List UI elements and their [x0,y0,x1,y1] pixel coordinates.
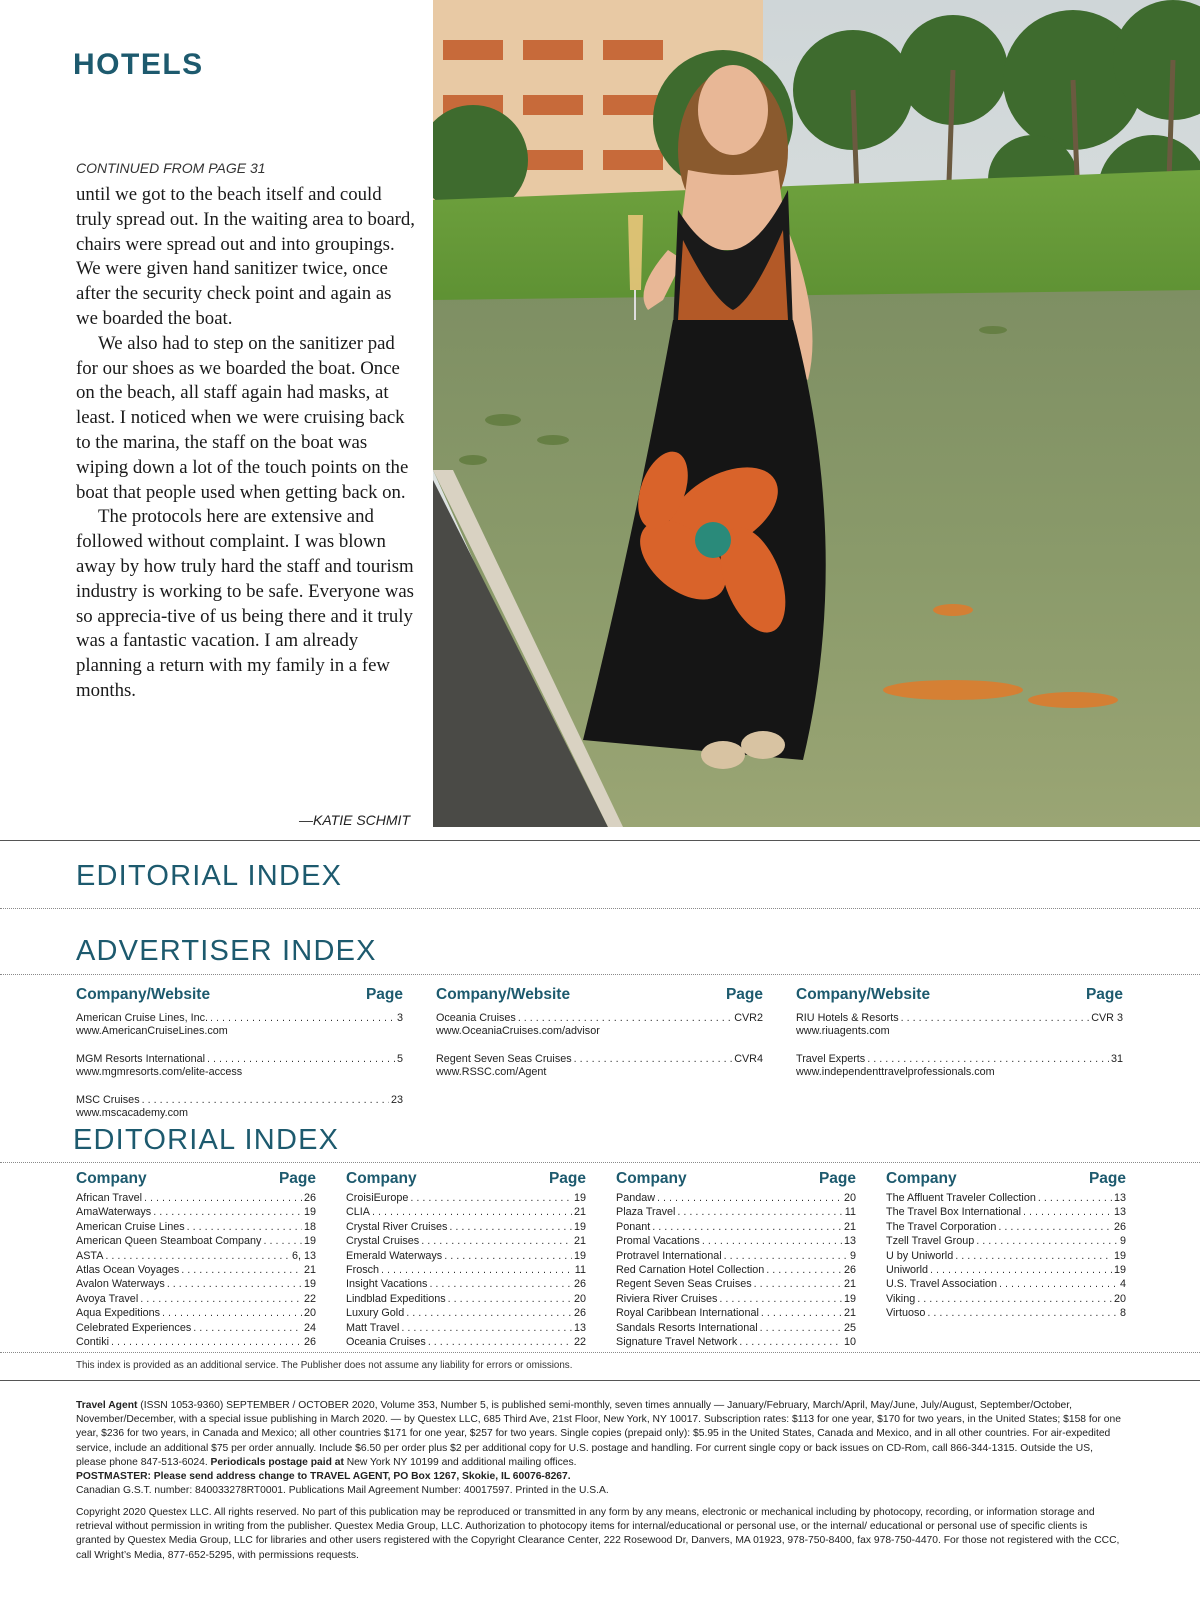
editorial-entry [346,1292,586,1306]
dot-leader [901,1012,1090,1025]
editorial-entry [76,1263,316,1277]
column-header-company: Company [346,1170,417,1187]
company-page: 11 [844,1206,856,1219]
column-header [616,1170,856,1188]
dot-leader [372,1205,572,1219]
publication-title: Travel Agent [76,1400,138,1411]
article-paragraph: We also had to step on the sanitizer pad for our shoes as we boarded the boat. Once on the beach, all staff again had masks, at least. I noticed when we were cruising back to the marina, the staff on the boat was wiping down a lot of the touch points on the boat that people used when getting back on. [76,332,409,503]
company-name: Sandals Resorts International [616,1321,758,1334]
advertiser-url[interactable]: www.RSSC.com/Agent [436,1066,547,1078]
company-page: 19 [573,1220,586,1233]
editorial-entry [346,1205,586,1219]
editorial-entry [886,1191,1126,1205]
dot-leader [381,1263,573,1277]
company-name: Signature Travel Network [616,1336,738,1349]
dot-leader [153,1205,302,1219]
dot-leader [142,1094,389,1107]
dot-leader [111,1335,302,1349]
company-page: 10 [843,1336,856,1349]
editorial-entry [616,1205,856,1219]
editorial-entry [346,1191,586,1205]
advertiser-page: 31 [1110,1053,1123,1065]
article-paragraph: until we got to the beach itself and could truly spread out. In the waiting area to board, chairs were spread out and into groupings. We were given hand sanitizer twice, once after the security check point and again as we boarded the boat. [76,184,415,329]
dot-leader [518,1012,732,1025]
advertiser-name: RIU Hotels & Resorts [796,1012,899,1024]
dot-leader [401,1321,572,1335]
company-page: 26 [303,1192,316,1204]
column-header [436,986,763,1004]
advertiser-page: CVR 3 [1091,1012,1123,1024]
column-header-page: Page [818,1170,856,1187]
dot-leader [140,1292,302,1306]
editorial-entry [616,1191,856,1205]
editorial-entry [886,1277,1126,1291]
dot-leader [999,1277,1118,1291]
company-page: 20 [1113,1292,1126,1305]
company-page: 19 [573,1249,586,1262]
advertiser-entry [76,1094,403,1120]
company-page: 20 [573,1292,586,1305]
dot-leader [702,1234,842,1248]
dot-leader [867,1053,1109,1066]
dot-leader [927,1306,1118,1320]
dot-leader [719,1292,842,1306]
company-page: 19 [1113,1264,1126,1277]
company-name: Contiki [76,1336,110,1349]
dot-leader [652,1220,842,1234]
editorial-entry [76,1220,316,1234]
resort-photo [433,0,1200,827]
advertiser-entry [796,1053,1123,1079]
dot-leader [144,1191,302,1205]
company-name: Celebrated Experiences [76,1321,192,1334]
column-header [886,1170,1126,1188]
company-page: 19 [303,1278,316,1291]
company-name: Promal Vacations [616,1235,700,1248]
company-page: 21 [843,1278,856,1291]
divider [0,840,1200,841]
dot-leader [754,1277,842,1291]
section-title: HOTELS [73,48,204,81]
advertiser-entry [436,1012,763,1038]
editorial-entry [616,1335,856,1349]
article-paragraph: The protocols here are extensive and followed without complaint. I was blown away by how truly hard the staff and tourism industry is working to be safe. Everyone was so apprecia-tive of us being there and it truly was a fantastic vacation. I am already planning a return with my family in a few months. [76,506,414,701]
editorial-entry [76,1306,316,1320]
editorial-entry [616,1220,856,1234]
editorial-entry [886,1220,1126,1234]
company-page: 21 [843,1307,856,1320]
dot-leader [181,1263,302,1277]
editorial-entry [346,1277,586,1291]
advertiser-name: MGM Resorts International [76,1053,206,1065]
company-page: 6, 13 [291,1249,316,1262]
column-header [76,1170,316,1188]
editorial-index-column [346,1170,586,1349]
company-page: 8 [1119,1307,1126,1320]
company-page: 26 [843,1264,856,1277]
column-header-page: Page [1088,1170,1126,1187]
company-name: Avalon Waterways [76,1278,165,1291]
dot-leader [1023,1205,1112,1219]
editorial-index-column [886,1170,1126,1321]
dot-leader [406,1306,572,1320]
column-header-company: Company/Website [436,986,571,1003]
postmaster-notice: POSTMASTER: Please send address change to TRAVEL AGENT, PO Box 1267, Skokie, IL 60076-8267. [76,1471,571,1483]
company-page: 11 [574,1264,586,1277]
company-name: Lindblad Expeditions [346,1292,446,1305]
company-name: Regent Seven Seas Cruises [616,1278,752,1291]
publication-details: (ISSN 1053-9360) SEPTEMBER / OCTOBER 2020, Volume 353, Number 5, is published semi-monthly, seven times annually — January/February, March/April, May/June, July/August, September/October, November/December, with a special issue publishing in March 2020. — by Questex LLC, 685 Third Ave, 21st Floor, New York, NY 10017. Subscription rates: $113 for one year, $170 for two years, in the United States; $158 for one year, $236 for two years, in Canada and Mexico; all other countries $171 for one year, $257 for two years. Single copies (prepaid only): $5.95 in the United States, Canada and Mexico, and in all other countries. For air-expedited service, include an additional $75 per order annually. Include $6.50 per order plus $2 per additional copy for U.S. postage and handling. For current single copy or back issues on CD-Rom, call 866-344-1315. Outside the US, please phone 847-513-6024. [76,1400,1121,1468]
advertiser-index-column [796,986,1123,1094]
dot-leader [162,1306,302,1320]
dot-leader [657,1191,842,1205]
editorial-entry [76,1277,316,1291]
editorial-entry [76,1292,316,1306]
advertiser-page: 3 [396,1012,403,1024]
advertiser-url[interactable]: www.mgmresorts.com/elite-access [76,1066,243,1078]
divider [0,908,1200,909]
company-name: The Travel Corporation [886,1220,997,1233]
company-name: CLIA [346,1206,371,1219]
advertiser-url[interactable]: www.independenttravelprofessionals.com [796,1066,995,1078]
company-name: American Cruise Lines [76,1220,185,1233]
company-page: 21 [573,1235,586,1248]
index-disclaimer: This index is provided as an additional service. The Publisher does not assume any liability for errors or omissions. [76,1360,573,1371]
dot-leader [210,1012,395,1025]
company-name: Tzell Travel Group [886,1235,975,1248]
continued-from-label: CONTINUED FROM PAGE 31 [76,160,266,176]
dot-leader [444,1249,572,1263]
dot-leader [766,1263,842,1277]
company-page: 24 [303,1321,316,1334]
periodicals-details: New York NY 10199 and additional mailing offices. [343,1456,577,1468]
editorial-entry [76,1321,316,1335]
dot-leader [421,1234,572,1248]
advertiser-name: MSC Cruises [76,1094,140,1106]
company-name: U by Uniworld [886,1249,954,1262]
dot-leader [976,1234,1118,1248]
advertiser-name: Travel Experts [796,1053,866,1065]
company-page: 4 [1119,1278,1126,1291]
advertiser-entry [796,1012,1123,1038]
dot-leader [677,1205,842,1219]
company-name: Red Carnation Hotel Collection [616,1264,765,1277]
advertiser-name: American Cruise Lines, Inc. [76,1012,209,1024]
editorial-entry [346,1234,586,1248]
copyright-notice: Copyright 2020 Questex LLC. All rights reserved. No part of this publication may be reproduced or transmitted in any form by any means, electronic or mechanical including by photocopy, recording, or information storage and retrieval without permission in writing from the publisher. Questex Media Group, LLC. Authorization to photocopy items for internal/educational or personal use, or the internal/ educational or personal use of specific clients is granted by Questex Media Group, LLC for libraries and other users registered with the Copyright Clearance Center, 222 Rosewood Dr, Danvers, MA 01923, 978-750-8400, fax 978-750-4470. For those not registered with the CCC, call Wright’s Media, 877-652-5295, with permissions requests. [76,1507,1120,1561]
article-byline: —KATIE SCHMIT [299,812,410,828]
dot-leader [574,1053,733,1066]
company-name: Oceania Cruises [346,1336,426,1349]
company-name: Crystal River Cruises [346,1220,448,1233]
dot-leader [449,1220,572,1234]
company-name: Uniworld [886,1264,929,1277]
publication-statement [76,1399,1124,1470]
advertiser-entry [76,1012,403,1038]
company-name: Atlas Ocean Voyages [76,1264,180,1277]
dot-leader [739,1335,842,1349]
dot-leader [193,1321,302,1335]
company-name: U.S. Travel Association [886,1278,998,1291]
company-name: Insight Vacations [346,1278,428,1291]
dot-leader [760,1321,842,1335]
company-page: 19 [1113,1249,1126,1262]
editorial-entry [76,1205,316,1219]
periodicals-label: Periodicals postage paid at [210,1456,344,1468]
editorial-entry [886,1292,1126,1306]
advertiser-index-heading: ADVERTISER INDEX [76,935,377,967]
company-page: 19 [303,1235,316,1248]
column-header-page: Page [548,1170,586,1187]
column-header [796,986,1123,1004]
company-name: Pandaw [616,1192,656,1204]
divider [0,1162,1200,1163]
company-page: 20 [843,1192,856,1204]
column-header-company: Company/Website [76,986,211,1003]
company-page: 9 [849,1249,856,1262]
company-name: AmaWaterways [76,1206,152,1219]
company-name: Emerald Waterways [346,1249,443,1262]
company-name: Viking [886,1292,916,1305]
company-name: Frosch [346,1264,379,1277]
advertiser-url[interactable]: www.riuagents.com [796,1025,890,1037]
editorial-index-column [616,1170,856,1349]
dot-leader [917,1292,1112,1306]
advertiser-page: 23 [390,1094,403,1106]
column-header [76,986,403,1004]
company-page: 26 [573,1278,586,1291]
editorial-entry [616,1321,856,1335]
column-header-page: Page [725,986,763,1003]
advertiser-url[interactable]: www.AmericanCruiseLines.com [76,1025,228,1037]
dot-leader [998,1220,1112,1234]
dot-leader [429,1277,572,1291]
advertiser-index-column [76,986,403,1135]
company-page: 13 [843,1235,856,1248]
company-name: Luxury Gold [346,1307,405,1320]
company-page: 25 [843,1321,856,1334]
company-page: 19 [303,1206,316,1219]
advertiser-url[interactable]: www.mscacademy.com [76,1107,188,1119]
company-page: 13 [573,1321,586,1334]
company-page: 21 [303,1264,316,1277]
company-page: 26 [1113,1220,1126,1233]
dot-leader [448,1292,572,1306]
advertiser-name: Regent Seven Seas Cruises [436,1053,572,1065]
editorial-entry [346,1263,586,1277]
advertiser-page: CVR2 [734,1012,763,1024]
column-header-company: Company/Website [796,986,931,1003]
editorial-entry [616,1277,856,1291]
dot-leader [410,1191,572,1205]
company-page: 18 [303,1220,316,1233]
advertiser-entry [76,1053,403,1079]
company-name: Riviera River Cruises [616,1292,718,1305]
column-header-page: Page [1085,986,1123,1003]
editorial-entry [346,1249,586,1263]
dot-leader [955,1249,1112,1263]
dot-leader [263,1234,302,1248]
company-name: American Queen Steamboat Company [76,1235,262,1248]
company-name: The Affluent Traveler Collection [886,1192,1036,1204]
company-page: 13 [1113,1192,1126,1204]
company-page: 9 [1119,1235,1126,1248]
company-page: 22 [303,1292,316,1305]
company-page: 22 [573,1336,586,1349]
dot-leader [207,1053,395,1066]
publication-info [76,1399,1124,1498]
editorial-entry [616,1292,856,1306]
company-name: Avoya Travel [76,1292,139,1305]
editorial-index-heading: EDITORIAL INDEX [73,1124,340,1156]
company-name: African Travel [76,1192,143,1204]
editorial-entry [886,1263,1126,1277]
column-header-company: Company [616,1170,687,1187]
dot-leader [930,1263,1112,1277]
company-name: Matt Travel [346,1321,400,1334]
company-name: Plaza Travel [616,1206,676,1219]
divider [0,974,1200,975]
editorial-entry [886,1306,1126,1320]
canadian-gst: Canadian G.S.T. number: 840033278RT0001. Publications Mail Agreement Number: 40017597. Printed in the U.S.A. [76,1485,609,1497]
editorial-entry [886,1234,1126,1248]
company-name: Aqua Expeditions [76,1307,161,1320]
column-header [346,1170,586,1188]
dot-leader [1038,1191,1112,1205]
editorial-entry [616,1249,856,1263]
company-name: The Travel Box International [886,1206,1022,1219]
divider [0,1380,1200,1381]
advertiser-url[interactable]: www.OceaniaCruises.com/advisor [436,1025,600,1037]
company-page: 21 [573,1206,586,1219]
company-page: 26 [303,1336,316,1349]
dot-leader [167,1277,302,1291]
company-name: Protravel International [616,1249,722,1262]
divider [0,1352,1200,1353]
editorial-entry [76,1234,316,1248]
advertiser-page: CVR4 [734,1053,763,1065]
column-header-page: Page [365,986,403,1003]
editorial-entry [346,1321,586,1335]
advertiser-index-column [436,986,763,1094]
company-name: CroisiEurope [346,1192,409,1204]
editorial-entry [886,1205,1126,1219]
company-page: 19 [843,1292,856,1305]
column-header-company: Company [886,1170,957,1187]
advertiser-page: 5 [396,1053,403,1065]
company-name: ASTA [76,1249,104,1262]
dot-leader [105,1249,290,1263]
editorial-entry [616,1263,856,1277]
company-name: Crystal Cruises [346,1235,420,1248]
editorial-entry [886,1249,1126,1263]
column-header-company: Company [76,1170,147,1187]
dot-leader [761,1306,842,1320]
article-body [76,183,416,704]
company-page: 19 [573,1192,586,1204]
photo-illustration [433,0,1200,827]
editorial-entry [346,1220,586,1234]
advertiser-entry [436,1053,763,1079]
editorial-entry [346,1335,586,1349]
company-page: 21 [843,1220,856,1233]
editorial-entry [616,1234,856,1248]
company-name: Ponant [616,1220,651,1233]
editorial-entry [76,1191,316,1205]
company-name: Virtuoso [886,1307,926,1320]
dot-leader [724,1249,848,1263]
company-name: Royal Caribbean International [616,1307,759,1320]
editorial-entry [76,1335,316,1349]
dot-leader [428,1335,572,1349]
editorial-entry [346,1306,586,1320]
editorial-index-column [76,1170,316,1349]
company-page: 20 [303,1307,316,1320]
column-header-page: Page [278,1170,316,1187]
dot-leader [187,1220,302,1234]
editorial-entry [616,1306,856,1320]
company-page: 13 [1113,1206,1126,1219]
editorial-entry [76,1249,316,1263]
editorial-index-heading: EDITORIAL INDEX [76,860,343,892]
company-page: 26 [573,1307,586,1320]
advertiser-name: Oceania Cruises [436,1012,516,1024]
